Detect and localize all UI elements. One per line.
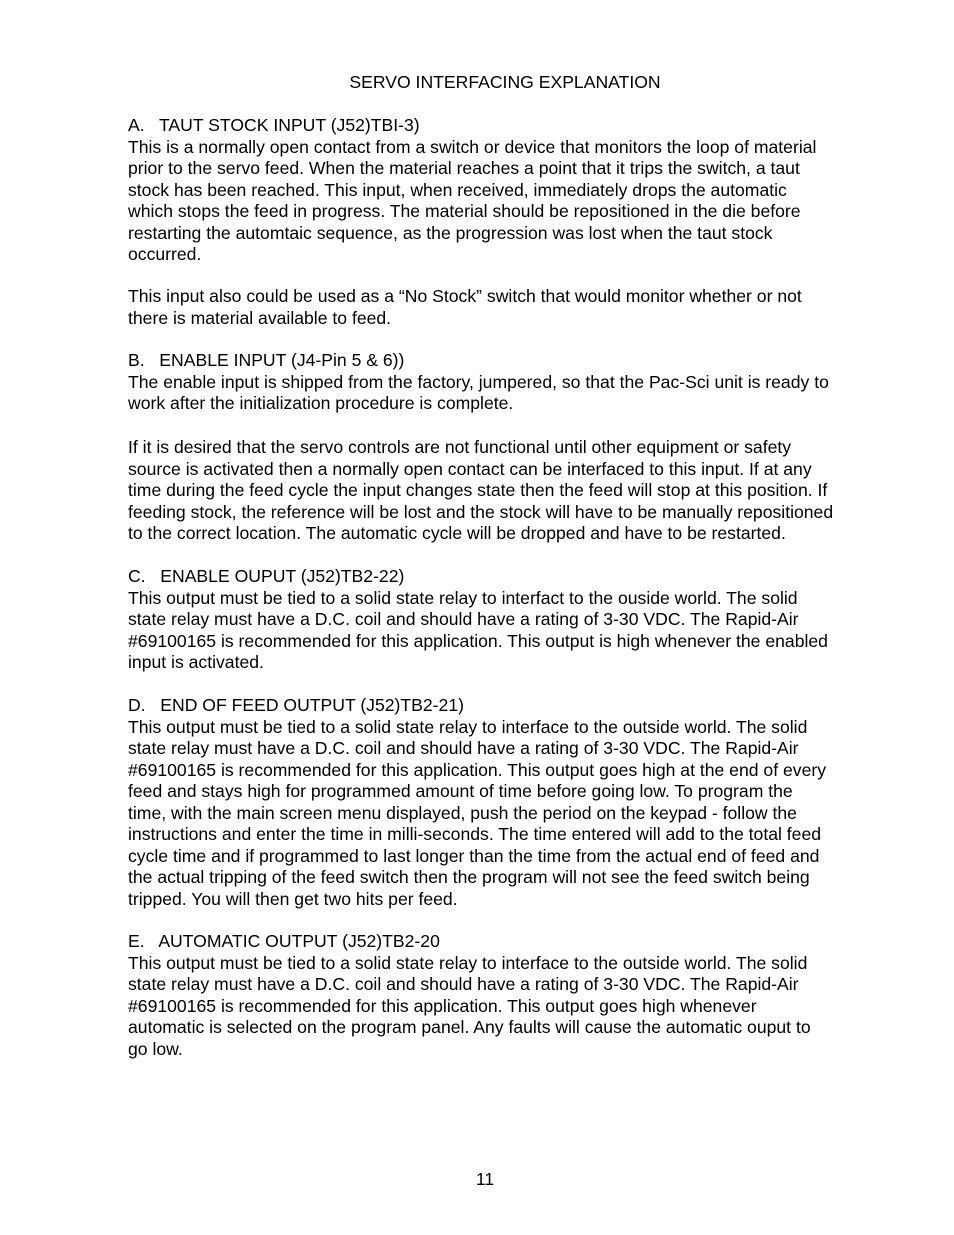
section-heading: C. ENABLE OUPUT (J52)TB2-22) (128, 566, 405, 586)
text-line: cycle time and if programmed to last longer than the time from the actual end of feed and (128, 845, 820, 866)
section-a-paragraph-2 (128, 286, 888, 329)
section-e (128, 931, 888, 1060)
text-line: work after the initialization procedure is complete. (128, 393, 514, 413)
text-line: stock has been reached. This input, when received, immediately drops the automatic (128, 179, 787, 200)
text-line: state relay must have a D.C. coil and should have a rating of 3-30 VDC. The Rapid-Air (128, 609, 799, 629)
text-line: there is material available to feed. (128, 307, 392, 328)
text-line: tripped. You will then get two hits per feed. (128, 888, 458, 909)
text-line: feed and stays high for programmed amount of time before going low. To program the (128, 781, 793, 801)
text-line: #69100165 is recommended for this application. This output is high whenever the enabled (128, 630, 828, 651)
text-line: This is a normally open contact from a switch or device that monitors the loop of material (128, 136, 817, 157)
text-line: which stops the feed in progress. The material should be repositioned in the die before (128, 201, 801, 221)
page-number: 11 (475, 1169, 495, 1189)
section-heading: A. TAUT STOCK INPUT (J52)TBI-3) (128, 115, 420, 135)
text-line: This output must be tied to a solid state relay to interfact to the ouside world. The solid (128, 587, 798, 608)
text-line: to the correct location. The automatic cycle will be dropped and have to be restarted. (128, 523, 786, 543)
text-line: occurred. (128, 244, 202, 264)
text-line: time, with the main screen menu displayed, push the period on the keypad - follow the (128, 802, 797, 823)
text-line: state relay must have a D.C. coil and should have a rating of 3-30 VDC. The Rapid-Air (128, 738, 799, 758)
section-a (128, 115, 888, 266)
text-line: This input also could be used as a “No Stock” switch that would monitor whether or not (128, 286, 802, 306)
text-line: If it is desired that the servo controls are not functional until other equipment or safety (128, 437, 792, 457)
section-d (128, 695, 888, 910)
text-line: The enable input is shipped from the factory, jumpered, so that the Pac-Sci unit is ready to (128, 371, 829, 392)
text-line: instructions and enter the time in milli-seconds. The time entered will add to the total feed (128, 824, 822, 844)
text-line: This output must be tied to a solid state relay to interface to the outside world. The solid (128, 952, 808, 973)
text-line: time during the feed cycle the input changes state then the feed will stop at this position. If (128, 480, 828, 500)
text-line: #69100165 is recommended for this application. This output goes high whenever (128, 995, 757, 1016)
section-b-paragraph-2 (128, 437, 888, 545)
text-line: state relay must have a D.C. coil and should have a rating of 3-30 VDC. The Rapid-Air (128, 974, 799, 994)
text-line: input is activated. (128, 652, 264, 672)
text-line: restarting the automtaic sequence, as the progression was lost when the taut stock (128, 222, 773, 243)
section-heading: E. AUTOMATIC OUTPUT (J52)TB2-20 (128, 931, 440, 951)
text-line: prior to the servo feed. When the material reaches a point that it trips the switch, a taut (128, 158, 800, 178)
section-c (128, 566, 888, 674)
text-line: #69100165 is recommended for this application. This output goes high at the end of every (128, 759, 827, 780)
text-line: This output must be tied to a solid state relay to interface to the outside world. The solid (128, 716, 808, 737)
section-heading: D. END OF FEED OUTPUT (J52)TB2-21) (128, 695, 464, 715)
page-title: SERVO INTERFACING EXPLANATION (349, 72, 661, 92)
section-b (128, 350, 888, 415)
text-line: the actual tripping of the feed switch then the program will not see the feed switch being (128, 867, 810, 887)
text-line: source is activated then a normally open contact can be interfaced to this input. If at any (128, 458, 812, 479)
section-heading: B. ENABLE INPUT (J4-Pin 5 & 6)) (128, 350, 405, 370)
text-line: feeding stock, the reference will be lost and the stock will have to be manually repositioned (128, 501, 834, 522)
text-line: go low. (128, 1038, 183, 1059)
text-line: automatic is selected on the program panel. Any faults will cause the automatic ouput to (128, 1017, 811, 1037)
